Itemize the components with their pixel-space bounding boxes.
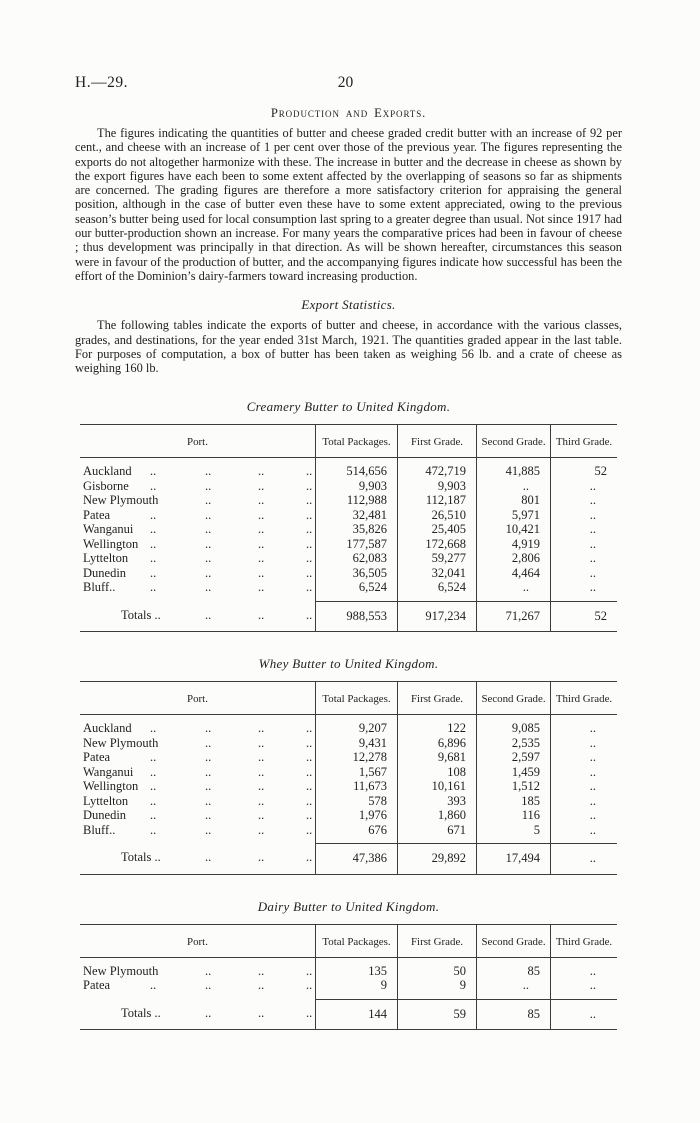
value-cell: 185 — [476, 794, 550, 809]
port-cell — [80, 522, 315, 537]
leader-dots: .. — [306, 580, 313, 595]
value-cell: .. — [476, 479, 550, 494]
value-cell: 472,719 — [397, 458, 476, 479]
export-statistics-paragraph: The following tables indicate the exports of butter and cheese, in accordance with the various classes, grades, and destinations, for the year ended 31st March, 1921. The quantities graded appear in the last table. For purposes of computation, a box of butter has been taken as weighing 56 lb. and a crate of cheese as weighing 160 lb. — [75, 318, 622, 376]
value-cell: 108 — [397, 765, 476, 780]
table-section — [75, 656, 622, 875]
column-header: Port. — [80, 425, 315, 458]
leader-dots: .. — [205, 478, 212, 493]
value-cell: 112,988 — [315, 493, 397, 508]
table-title: Dairy Butter to United Kingdom. — [257, 898, 440, 914]
leader-dots: .. — [150, 822, 157, 837]
value-cell: 59,277 — [397, 551, 476, 566]
port-cell — [80, 715, 315, 736]
value-cell: 26,510 — [397, 508, 476, 523]
port-name: Wanganui — [83, 522, 134, 537]
leader-dots: .. — [205, 978, 212, 993]
column-header: Port. — [80, 925, 315, 958]
leader-dots: .. — [258, 822, 265, 837]
port-name: Wellington — [83, 779, 139, 794]
leader-dots: .. — [258, 808, 265, 823]
value-cell: 85 — [476, 958, 550, 979]
value-cell: .. — [550, 551, 617, 566]
leader-dots: .. — [150, 507, 157, 522]
table-title: Whey Butter to United Kingdom. — [258, 656, 439, 672]
port-name: Dunedin — [83, 808, 127, 823]
port-name: Auckland — [83, 721, 132, 736]
leader-dots: .. — [150, 464, 157, 479]
leader-dots: .. — [205, 607, 212, 622]
port-name: New Plymouth — [83, 493, 159, 508]
column-header: Second Grade. — [476, 682, 550, 715]
leader-dots: .. — [306, 507, 313, 522]
value-cell: 1,459 — [476, 765, 550, 780]
leader-dots: .. — [258, 764, 265, 779]
value-cell: 32,041 — [397, 566, 476, 581]
leader-dots: .. — [205, 750, 212, 765]
value-cell: 10,161 — [397, 779, 476, 794]
value-cell: 5,971 — [476, 508, 550, 523]
value-cell: .. — [550, 537, 617, 552]
value-cell: 514,656 — [315, 458, 397, 479]
value-cell: 9 — [315, 978, 397, 999]
value-cell: .. — [550, 978, 617, 999]
port-name: Gisborne — [83, 478, 129, 493]
leader-dots: .. — [306, 607, 313, 622]
value-cell: .. — [550, 566, 617, 581]
value-cell: 4,919 — [476, 537, 550, 552]
column-header: Third Grade. — [550, 425, 617, 458]
leader-dots: .. — [150, 551, 157, 566]
leader-dots: .. — [205, 522, 212, 537]
port-name: Lyttelton — [83, 793, 129, 808]
totals-value-cell: 917,234 — [397, 601, 476, 632]
subsection-heading: Export Statistics. — [301, 297, 396, 313]
report-number: H.—29. — [75, 74, 128, 91]
leader-dots: .. — [205, 464, 212, 479]
totals-value-cell: .. — [550, 843, 617, 874]
port-cell — [80, 978, 315, 999]
leader-dots: .. — [150, 478, 157, 493]
value-cell: 9,085 — [476, 715, 550, 736]
port-cell — [80, 551, 315, 566]
column-header: Port. — [80, 682, 315, 715]
leader-dots: .. — [205, 779, 212, 794]
leader-dots: .. — [306, 822, 313, 837]
leader-dots: .. — [258, 464, 265, 479]
totals-value-cell: 85 — [476, 999, 550, 1030]
column-header: Total Packages. — [315, 425, 397, 458]
value-cell: 9,903 — [397, 479, 476, 494]
port-name: Totals .. — [121, 850, 161, 865]
port-name: New Plymouth — [83, 735, 159, 750]
value-cell: 2,535 — [476, 736, 550, 751]
value-cell: 10,421 — [476, 522, 550, 537]
value-cell: 671 — [397, 823, 476, 844]
port-cell — [80, 779, 315, 794]
totals-value-cell: 52 — [550, 601, 617, 632]
totals-value-cell: 29,892 — [397, 843, 476, 874]
port-cell — [80, 601, 315, 632]
value-cell: 9,431 — [315, 736, 397, 751]
data-table — [80, 424, 617, 632]
leader-dots: .. — [205, 493, 212, 508]
section-heading: Production and Exports. — [270, 106, 427, 120]
value-cell: .. — [476, 580, 550, 601]
leader-dots: .. — [150, 808, 157, 823]
leader-dots: .. — [258, 779, 265, 794]
leader-dots: .. — [258, 793, 265, 808]
column-header: Third Grade. — [550, 682, 617, 715]
value-cell: .. — [550, 493, 617, 508]
totals-value-cell: 17,494 — [476, 843, 550, 874]
leader-dots: .. — [150, 750, 157, 765]
leader-dots: .. — [205, 1005, 212, 1020]
port-cell — [80, 958, 315, 979]
leader-dots: .. — [306, 793, 313, 808]
leader-dots: .. — [306, 464, 313, 479]
leader-dots: .. — [205, 764, 212, 779]
leader-dots: .. — [150, 779, 157, 794]
value-cell: 1,860 — [397, 808, 476, 823]
value-cell: 122 — [397, 715, 476, 736]
value-cell: 4,464 — [476, 566, 550, 581]
totals-value-cell: 988,553 — [315, 601, 397, 632]
leader-dots: .. — [150, 721, 157, 736]
value-cell: 9 — [397, 978, 476, 999]
port-name: Lyttelton — [83, 551, 129, 566]
port-cell — [80, 580, 315, 601]
totals-value-cell: 71,267 — [476, 601, 550, 632]
value-cell: 36,505 — [315, 566, 397, 581]
port-cell — [80, 493, 315, 508]
leader-dots: .. — [306, 536, 313, 551]
column-header: Third Grade. — [550, 925, 617, 958]
value-cell: 41,885 — [476, 458, 550, 479]
value-cell: .. — [476, 978, 550, 999]
value-cell: .. — [550, 736, 617, 751]
leader-dots: .. — [258, 507, 265, 522]
port-name: Patea — [83, 750, 111, 765]
leader-dots: .. — [258, 978, 265, 993]
leader-dots: .. — [150, 565, 157, 580]
leader-dots: .. — [205, 721, 212, 736]
leader-dots: .. — [205, 850, 212, 865]
port-name: New Plymouth — [83, 963, 159, 978]
leader-dots: .. — [306, 721, 313, 736]
value-cell: 5 — [476, 823, 550, 844]
value-cell: .. — [550, 580, 617, 601]
leader-dots: .. — [306, 850, 313, 865]
port-name: Patea — [83, 507, 111, 522]
column-header: First Grade. — [397, 425, 476, 458]
port-cell — [80, 458, 315, 479]
leader-dots: .. — [306, 1005, 313, 1020]
value-cell: .. — [550, 794, 617, 809]
port-name: Totals .. — [121, 607, 161, 622]
leader-dots: .. — [306, 779, 313, 794]
value-cell: 393 — [397, 794, 476, 809]
port-name: Patea — [83, 978, 111, 993]
leader-dots: .. — [306, 478, 313, 493]
leader-dots: .. — [258, 522, 265, 537]
leader-dots: .. — [258, 536, 265, 551]
totals-value-cell: 47,386 — [315, 843, 397, 874]
table-section — [75, 399, 622, 632]
port-cell — [80, 808, 315, 823]
value-cell: 116 — [476, 808, 550, 823]
table-title: Creamery Butter to United Kingdom. — [246, 399, 451, 415]
value-cell: 9,207 — [315, 715, 397, 736]
value-cell: 1,567 — [315, 765, 397, 780]
leader-dots: .. — [306, 493, 313, 508]
leader-dots: .. — [150, 522, 157, 537]
port-cell — [80, 479, 315, 494]
leader-dots: .. — [306, 963, 313, 978]
value-cell: 112,187 — [397, 493, 476, 508]
value-cell: 52 — [550, 458, 617, 479]
port-name: Bluff.. — [83, 580, 116, 595]
data-table — [80, 681, 617, 875]
leader-dots: .. — [258, 580, 265, 595]
value-cell: 9,903 — [315, 479, 397, 494]
value-cell: 1,976 — [315, 808, 397, 823]
value-cell: 50 — [397, 958, 476, 979]
value-cell: .. — [550, 958, 617, 979]
leader-dots: .. — [306, 565, 313, 580]
port-cell — [80, 750, 315, 765]
leader-dots: .. — [150, 764, 157, 779]
port-cell — [80, 843, 315, 874]
tables-container — [75, 399, 622, 1030]
value-cell: .. — [550, 750, 617, 765]
leader-dots: .. — [205, 507, 212, 522]
value-cell: 578 — [315, 794, 397, 809]
port-cell — [80, 508, 315, 523]
port-name: Bluff.. — [83, 822, 116, 837]
leader-dots: .. — [205, 551, 212, 566]
column-header: First Grade. — [397, 682, 476, 715]
leader-dots: .. — [306, 764, 313, 779]
value-cell: 6,524 — [315, 580, 397, 601]
leader-dots: .. — [258, 1005, 265, 1020]
value-cell: 12,278 — [315, 750, 397, 765]
leader-dots: .. — [306, 735, 313, 750]
port-name: Wellington — [83, 536, 139, 551]
value-cell: .. — [550, 779, 617, 794]
leader-dots: .. — [150, 580, 157, 595]
leader-dots: .. — [205, 735, 212, 750]
value-cell: 9,681 — [397, 750, 476, 765]
column-header: Total Packages. — [315, 925, 397, 958]
value-cell: .. — [550, 715, 617, 736]
leader-dots: .. — [306, 750, 313, 765]
value-cell: 32,481 — [315, 508, 397, 523]
value-cell: 6,896 — [397, 736, 476, 751]
totals-value-cell: .. — [550, 999, 617, 1030]
column-header: Second Grade. — [476, 925, 550, 958]
leader-dots: .. — [306, 978, 313, 993]
port-cell — [80, 537, 315, 552]
data-table — [80, 924, 617, 1031]
leader-dots: .. — [306, 808, 313, 823]
value-cell: 177,587 — [315, 537, 397, 552]
value-cell: 6,524 — [397, 580, 476, 601]
leader-dots: .. — [205, 963, 212, 978]
leader-dots: .. — [306, 551, 313, 566]
value-cell: 25,405 — [397, 522, 476, 537]
leader-dots: .. — [258, 721, 265, 736]
port-name: Dunedin — [83, 565, 127, 580]
leader-dots: .. — [205, 565, 212, 580]
leader-dots: .. — [205, 536, 212, 551]
leader-dots: .. — [205, 580, 212, 595]
leader-dots: .. — [258, 963, 265, 978]
leader-dots: .. — [258, 607, 265, 622]
leader-dots: .. — [258, 551, 265, 566]
value-cell: 1,512 — [476, 779, 550, 794]
intro-paragraph: The figures indicating the quantities of butter and cheese graded credit butter with an increase of 92 per cent., and cheese with an increase of 1 per cent over those of the previous year. The figures representing the exports do not altogether harmonize with these. The increase in butter and the decrease in cheese as shown by the export figures have each been to some extent affected by the overlapping of seasons so far as shipments are concerned. The grading figures are therefore a more satisfactory criterion for appraising the general position, although in the case of butter even these have to some extent appreciated, owing to the previous season’s butter being used for local consumption last spring to a greater degree than usual. Not since 1917 had our butter-production shown an increase. For many years the comparative prices had been in favour of cheese ; thus development was principally in that direction. As will be shown hereafter, circumstances this season were in favour of the production of butter, and the accompanying figures indicate how successful has been the effort of the Dominion’s dairy-farmers toward increasing production. — [75, 126, 622, 283]
leader-dots: .. — [150, 978, 157, 993]
value-cell: 135 — [315, 958, 397, 979]
value-cell: .. — [550, 823, 617, 844]
leader-dots: .. — [258, 750, 265, 765]
value-cell: 62,083 — [315, 551, 397, 566]
port-cell — [80, 823, 315, 844]
value-cell: .. — [550, 765, 617, 780]
leader-dots: .. — [258, 565, 265, 580]
port-cell — [80, 566, 315, 581]
value-cell: 676 — [315, 823, 397, 844]
port-cell — [80, 736, 315, 751]
page-number: 20 — [337, 74, 354, 91]
port-cell — [80, 999, 315, 1030]
table-section — [75, 899, 622, 1031]
leader-dots: .. — [205, 822, 212, 837]
port-name: Auckland — [83, 464, 132, 479]
leader-dots: .. — [205, 793, 212, 808]
leader-dots: .. — [306, 522, 313, 537]
port-name: Totals .. — [121, 1005, 161, 1020]
value-cell: 801 — [476, 493, 550, 508]
column-header: First Grade. — [397, 925, 476, 958]
value-cell: .. — [550, 808, 617, 823]
value-cell: 2,597 — [476, 750, 550, 765]
leader-dots: .. — [205, 808, 212, 823]
value-cell: 172,668 — [397, 537, 476, 552]
leader-dots: .. — [258, 735, 265, 750]
value-cell: 35,826 — [315, 522, 397, 537]
column-header: Total Packages. — [315, 682, 397, 715]
leader-dots: .. — [150, 793, 157, 808]
leader-dots: .. — [258, 478, 265, 493]
port-cell — [80, 765, 315, 780]
port-name: Wanganui — [83, 764, 134, 779]
leader-dots: .. — [258, 493, 265, 508]
leader-dots: .. — [258, 850, 265, 865]
page-header — [75, 74, 622, 92]
value-cell: 2,806 — [476, 551, 550, 566]
column-header: Second Grade. — [476, 425, 550, 458]
value-cell: .. — [550, 508, 617, 523]
totals-value-cell: 59 — [397, 999, 476, 1030]
port-cell — [80, 794, 315, 809]
value-cell: 11,673 — [315, 779, 397, 794]
totals-value-cell: 144 — [315, 999, 397, 1030]
value-cell: .. — [550, 522, 617, 537]
leader-dots: .. — [150, 536, 157, 551]
value-cell: .. — [550, 479, 617, 494]
